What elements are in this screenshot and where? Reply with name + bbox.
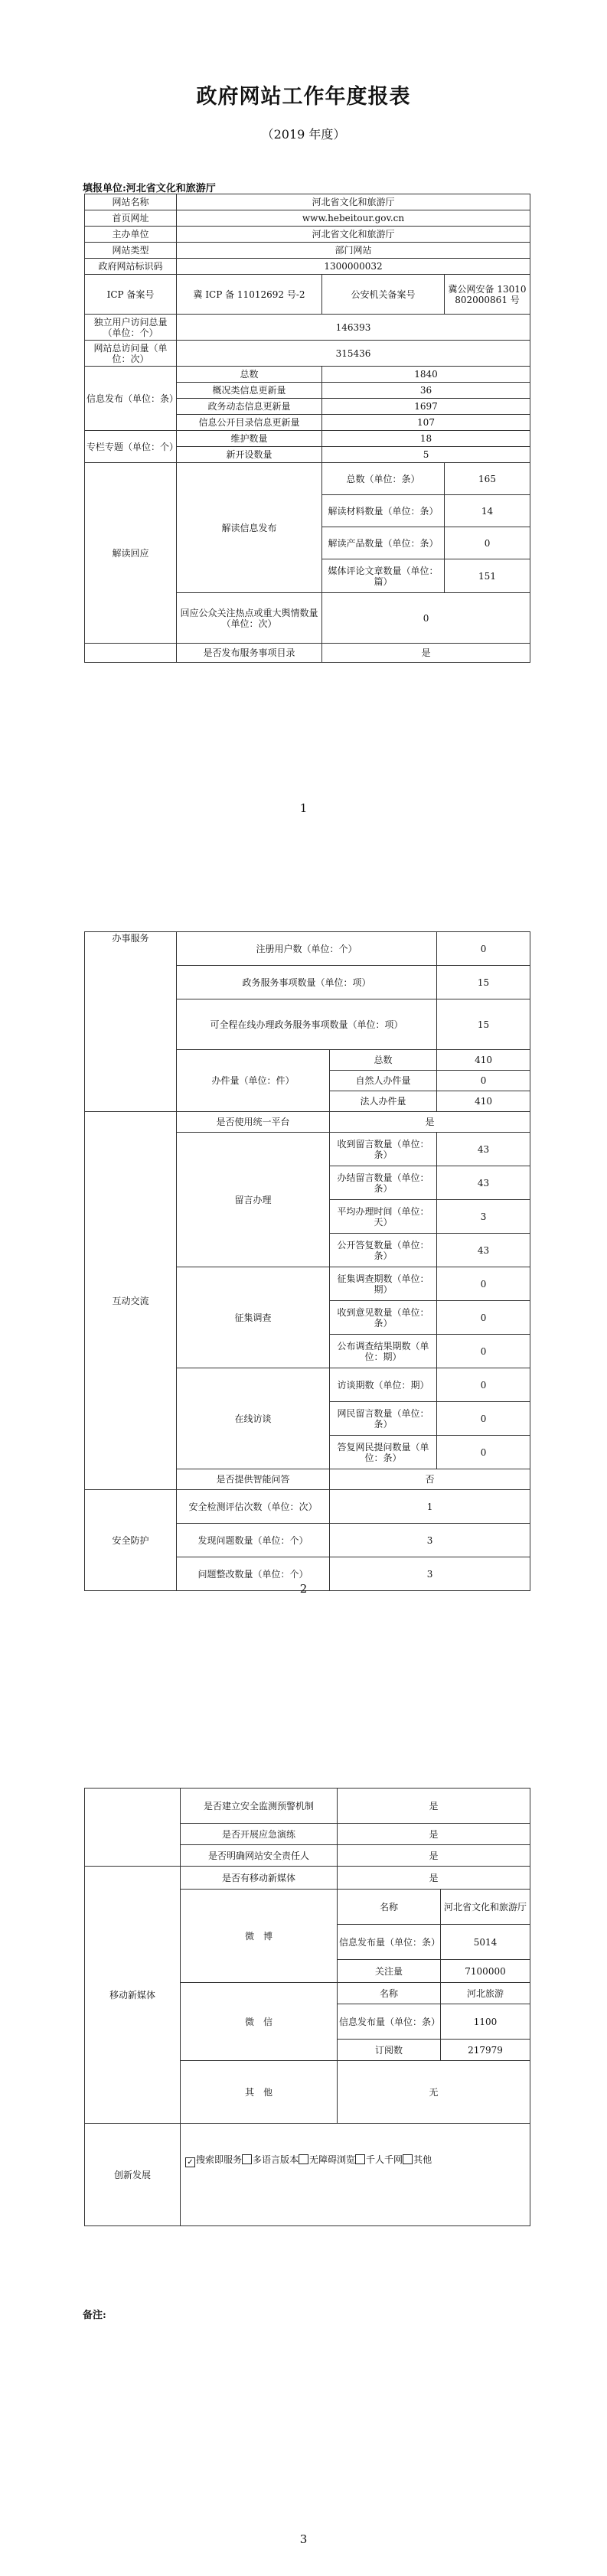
table-row: 关注量 7100000 (85, 1960, 530, 1983)
table-row: 其 他 无 (85, 2061, 530, 2124)
interpret-material: 14 (445, 495, 530, 527)
table-row: 网站总访问量（单位：次） 315436 (85, 341, 530, 367)
table-row: 解读回应 解读信息发布 总数（单位：条） 165 (85, 463, 530, 495)
table-row: 互动交流 是否使用统一平台 是 (85, 1112, 530, 1133)
handle-natural: 0 (437, 1071, 530, 1091)
table-row: 政府网站标识码 1300000032 (85, 259, 530, 275)
table-row: 回应公众关注热点或重大舆情数量（单位：次） 0 (85, 593, 530, 644)
table-row: 概况类信息更新量 36 (85, 383, 530, 399)
media-other: 无 (338, 2061, 530, 2124)
security-found: 3 (330, 1524, 530, 1557)
table-row: 是否建立安全监测预警机制 是 (85, 1789, 530, 1824)
table-row: 解读材料数量（单位：条） 14 (85, 495, 530, 527)
column-maintain: 18 (322, 431, 530, 447)
checkbox-icon[interactable] (355, 2154, 365, 2164)
table-row: 信息发布量（单位：条） 1100 (85, 2004, 530, 2040)
site-host: 河北省文化和旅游厅 (177, 227, 530, 243)
site-name: 河北省文化和旅游厅 (177, 194, 530, 210)
site-id: 1300000032 (177, 259, 530, 275)
smart-qa: 否 (330, 1469, 530, 1490)
table-row: 在线访谈 访谈期数（单位：期） 0 (85, 1368, 530, 1402)
table-row: 创新发展 ✓ 搜索即服务 多语言版本 无障碍浏览 千人千网 其他 (85, 2124, 530, 2226)
table-row: 新开设数量 5 (85, 447, 530, 463)
innovation-option[interactable]: 其他 (403, 2154, 432, 2165)
total-views: 315436 (177, 341, 530, 367)
service-table (84, 931, 530, 1591)
interpret-media: 151 (445, 559, 530, 593)
info-overview: 36 (322, 383, 530, 399)
table-row: 专栏专题（单位：个） 维护数量 18 (85, 431, 530, 447)
filing-unit: 填报单位:河北省文化和旅游厅 (83, 183, 216, 194)
media-table (84, 1788, 530, 2226)
netizen-answers: 0 (437, 1436, 530, 1469)
table-row: 可全程在线办理政务服务事项数量（单位：项） 15 (85, 999, 530, 1050)
checkbox-icon[interactable] (242, 2154, 252, 2164)
interpret-respond: 0 (322, 593, 530, 644)
mail-received: 43 (437, 1133, 530, 1166)
table-row: 办结留言数量（单位：条） 43 (85, 1166, 530, 1200)
table-row: 网站类型 部门网站 (85, 243, 530, 259)
mail-avg-time: 3 (437, 1200, 530, 1234)
checkbox-icon[interactable] (403, 2154, 413, 2164)
security-fixed: 3 (330, 1557, 530, 1591)
report-page-2 (0, 859, 607, 1717)
table-row: 是否发布服务事项目录 是 (85, 644, 530, 663)
unified-platform: 是 (330, 1112, 530, 1133)
basic-info-table (84, 194, 530, 663)
security-owner: 是 (338, 1845, 530, 1867)
table-row: 是否明确网站安全责任人 是 (85, 1845, 530, 1867)
handle-legal: 410 (437, 1091, 530, 1112)
wechat-posts: 1100 (441, 2004, 530, 2040)
innovation-options (181, 2124, 530, 2226)
survey-results: 0 (437, 1335, 530, 1368)
mail-done: 43 (437, 1166, 530, 1200)
interview-count: 0 (437, 1368, 530, 1402)
security-eval: 1 (330, 1490, 530, 1524)
table-row: 法人办件量 410 (85, 1091, 530, 1112)
remarks-label: 备注: (83, 2310, 106, 2321)
table-row: 信息公开目录信息更新量 107 (85, 415, 530, 431)
table-row: 留言办理 收到留言数量（单位：条） 43 (85, 1133, 530, 1166)
mail-public: 43 (437, 1234, 530, 1267)
netizen-messages: 0 (437, 1402, 530, 1436)
table-row: 解读产品数量（单位：条） 0 (85, 527, 530, 559)
innovation-option[interactable]: ✓ 搜索即服务 (185, 2154, 242, 2165)
service-catalog-value: 是 (322, 644, 530, 663)
page-number: 1 (299, 801, 308, 815)
wechat-subs: 217979 (441, 2040, 530, 2061)
innovation-option[interactable]: 无障碍浏览 (299, 2154, 355, 2165)
table-row: 移动新媒体 是否有移动新媒体 是 (85, 1867, 530, 1890)
site-type: 部门网站 (177, 243, 530, 259)
table-row: 独立用户访问总量（单位：个） 146393 (85, 315, 530, 341)
info-dynamic: 1697 (322, 399, 530, 415)
table-row: 微 博 名称 河北省文化和旅游厅 (85, 1890, 530, 1925)
table-row: 发现问题数量（单位：个） 3 (85, 1524, 530, 1557)
wechat-name: 河北旅游 (441, 1983, 530, 2004)
table-row: 媒体评论文章数量（单位：篇） 151 (85, 559, 530, 593)
service-online: 15 (437, 999, 530, 1050)
table-row: 是否提供智能问答 否 (85, 1469, 530, 1490)
service-users: 0 (437, 932, 530, 966)
table-row: 网站名称 河北省文化和旅游厅 (85, 194, 530, 210)
interpret-total: 165 (445, 463, 530, 495)
handle-total: 410 (437, 1050, 530, 1071)
info-total: 1840 (322, 367, 530, 383)
table-row: 安全防护 安全检测评估次数（单位：次） 1 (85, 1490, 530, 1524)
table-row: 政务动态信息更新量 1697 (85, 399, 530, 415)
info-catalog: 107 (322, 415, 530, 431)
police-number: 冀公网安备 13010802000861 号 (445, 275, 530, 315)
page-number: 2 (299, 1582, 308, 1596)
interpret-product: 0 (445, 527, 530, 559)
security-drill: 是 (338, 1824, 530, 1845)
table-row: 公开答复数量（单位：条） 43 (85, 1234, 530, 1267)
table-row: 主办单位 河北省文化和旅游厅 (85, 227, 530, 243)
table-row: 信息发布（单位：条） 总数 1840 (85, 367, 530, 383)
table-row: 公布调查结果期数（单位：期） 0 (85, 1335, 530, 1368)
weibo-follow: 7100000 (441, 1960, 530, 1983)
icp-number: 冀 ICP 备 11012692 号-2 (177, 275, 322, 315)
table-row: ICP 备案号 冀 ICP 备 11012692 号-2 公安机关备案号 冀公网安备 13010802000861 号 (85, 275, 530, 315)
table-row: 办事服务 注册用户数（单位：个） 0 (85, 932, 530, 966)
table-row: 收到意见数量（单位：条） 0 (85, 1301, 530, 1335)
table-row: 首页网址 www.hebeitour.gov.cn (85, 210, 530, 227)
survey-opinions: 0 (437, 1301, 530, 1335)
security-monitor: 是 (338, 1789, 530, 1824)
table-row: 是否开展应急演练 是 (85, 1824, 530, 1845)
site-url: www.hebeitour.gov.cn (177, 210, 530, 227)
report-page-3 (0, 1717, 607, 2576)
report-year: （2019 年度） (261, 127, 346, 142)
weibo-name: 河北省文化和旅游厅 (441, 1890, 530, 1925)
report-title: 政府网站工作年度报表 (196, 85, 411, 109)
weibo-posts: 5014 (441, 1925, 530, 1960)
table-row: 订阅数 217979 (85, 2040, 530, 2061)
table-row: 网民留言数量（单位：条） 0 (85, 1402, 530, 1436)
column-new: 5 (322, 447, 530, 463)
table-row: 平均办理时间（单位：天） 3 (85, 1200, 530, 1234)
table-row: 办件量（单位：件） 总数 410 (85, 1050, 530, 1071)
table-row: 政务服务事项数量（单位：项） 15 (85, 966, 530, 999)
survey-count: 0 (437, 1267, 530, 1301)
unique-visitors: 146393 (177, 315, 530, 341)
table-row: 信息发布量（单位：条） 5014 (85, 1925, 530, 1960)
innovation-option[interactable]: 千人千网 (355, 2154, 403, 2165)
checkbox-checked-icon[interactable]: ✓ (185, 2157, 195, 2167)
innovation-option[interactable]: 多语言版本 (242, 2154, 299, 2165)
table-row: 自然人办件量 0 (85, 1071, 530, 1091)
page-number: 3 (299, 2532, 308, 2546)
report-page-1 (0, 0, 607, 859)
table-row: 微 信 名称 河北旅游 (85, 1983, 530, 2004)
has-new-media: 是 (338, 1867, 530, 1890)
service-items: 15 (437, 966, 530, 999)
table-row: 答复网民提问数量（单位：条） 0 (85, 1436, 530, 1469)
table-row: 问题整改数量（单位：个） 3 (85, 1557, 530, 1591)
checkbox-icon[interactable] (299, 2154, 308, 2164)
table-row: 征集调查 征集调查期数（单位：期） 0 (85, 1267, 530, 1301)
